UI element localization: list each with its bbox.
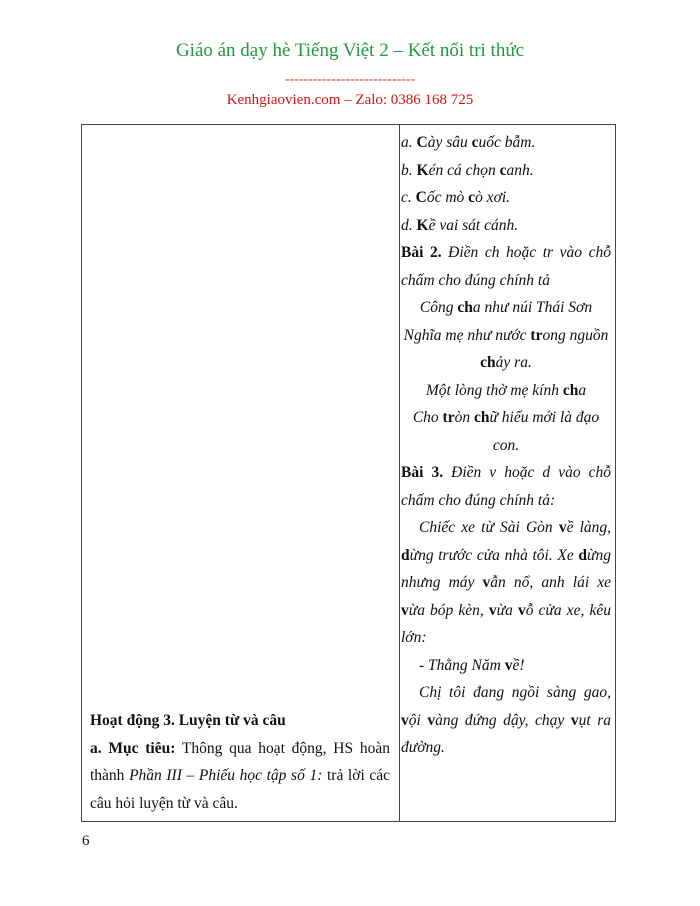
passage-paragraph-1: Chiếc xe từ Sài Gòn về làng, dừng trước cửa nhà tôi. Xe dừng nhưng máy vẫn nổ, anh lái xe vừa bóp kèn, vừa vỗ cửa xe, kêu lớn: [401,519,612,646]
right-column [401,129,611,762]
answer-c: c. Cốc mò cò xơi. [401,189,511,206]
poem-line-3: chảy ra. [480,354,532,371]
header-title: Giáo án dạy hè Tiếng Việt 2 – Kết nối tri thức [175,40,525,61]
header-site: Kenhgiaovien.com – Zalo: 0386 168 725 [226,92,474,108]
passage-paragraph-2: - Thằng Năm về! [419,656,525,674]
activity-heading: Hoạt động 3. Luyện từ và câu [90,712,286,729]
exercise-3-heading: Bài 3. Điền v hoặc d vào chỗ chấm cho đúng chính tả: [401,464,611,509]
poem-line-4: Một lòng thờ mẹ kính cha [425,381,587,399]
header-divider: ---------------------------- [284,72,416,87]
goal-paragraph: a. Mục tiêu: Thông qua hoạt động, HS hoàn thành Phần III – Phiếu học tập số 1: trả lời các câu hỏi luyện từ và câu. [90,739,391,812]
poem-line-2: Nghĩa mẹ như nước trong nguồn [403,326,609,344]
page-number: 6 [82,833,90,849]
exercise-2-heading: Bài 2. Điền ch hoặc tr vào chỗ chấm cho đúng chính tả [401,244,611,289]
passage-paragraph-3: Chị tôi đang ngồi sàng gao, vội vàng đứng dậy, chạy vụt ra đường. [401,684,611,756]
answer-b: b. Kén cá chọn canh. [401,161,534,179]
answer-a: a. Cày sâu cuốc bẫm. [401,134,536,151]
poem-line-6: con. [492,436,520,454]
poem-line-5: Cho tròn chữ hiếu mới là đạo [412,409,600,426]
column-divider [399,125,400,821]
answer-d: d. Kề vai sát cánh. [401,216,519,234]
poem-line-1: Công cha như núi Thái Sơn [419,299,593,316]
lesson-table [81,124,616,822]
left-column [90,707,390,817]
